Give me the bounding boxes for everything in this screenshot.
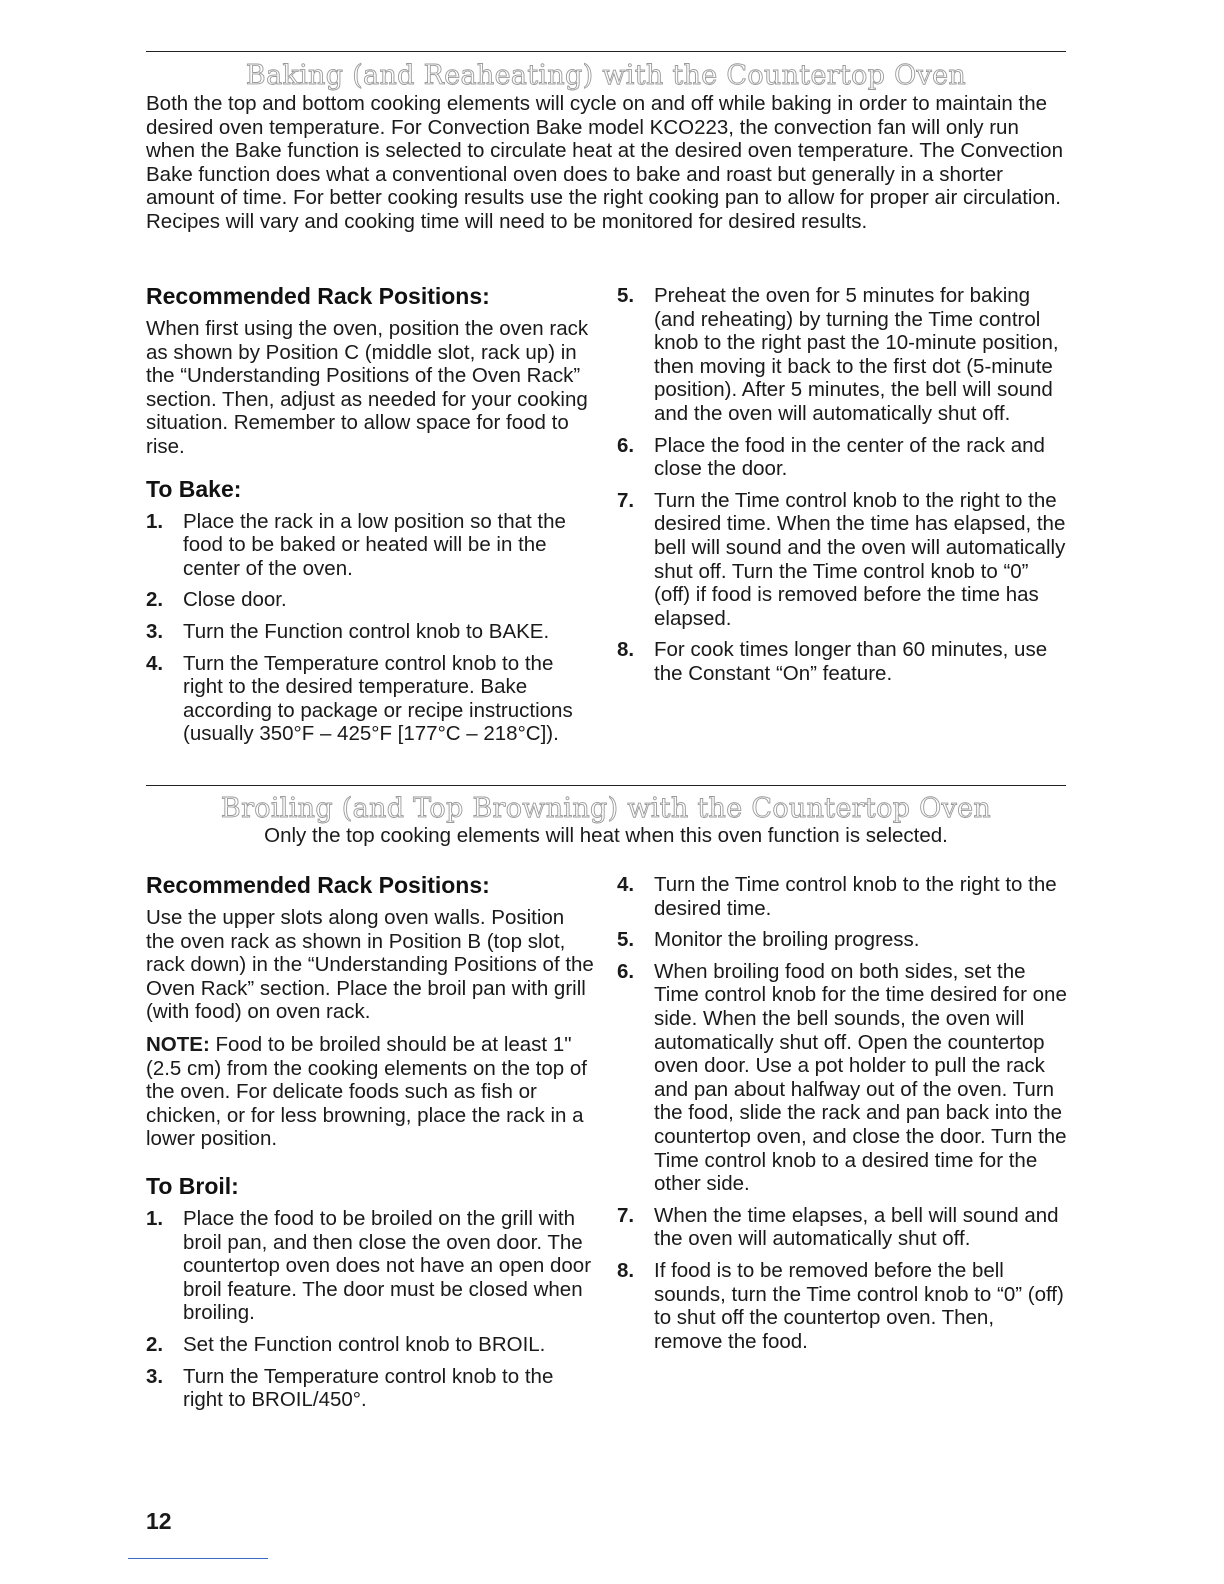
step-text: Turn the Temperature control knob to the right to the desired temperature. Bake according to package or recipe instructions (usually 350°F – 425°F [177°C – 218°C]). bbox=[183, 651, 573, 746]
footer-rule bbox=[128, 1558, 268, 1559]
list-item bbox=[617, 873, 1067, 920]
step-text: Place the rack in a low position so that the food to be baked or heated will be in the center of the oven. bbox=[183, 509, 566, 580]
step-text: Preheat the oven for 5 minutes for baking (and reheating) by turning the Time control knob to the right past the 10-minute position, then moving it back to the first dot (5-minute position). After 5 minutes, the bell will sound and the oven will automatically shut off. bbox=[654, 284, 1059, 425]
step-number: 8. bbox=[617, 638, 635, 662]
step-text: When broiling food on both sides, set the Time control knob for the time desired for one side. When the bell sounds, the oven will automatically shut off. Open the countertop oven door. Use a pot holder to pull the rack and pan about halfway out of the oven. Turn the food, slide the rack and pan back into the countertop oven, and close the door. Turn the Time control knob to a desired time for the other side. bbox=[654, 959, 1067, 1196]
step-number: 5. bbox=[617, 928, 635, 952]
step-number: 3. bbox=[146, 1364, 164, 1388]
list-item bbox=[617, 1259, 1067, 1353]
step-number: 2. bbox=[146, 1332, 164, 1356]
middle-divider bbox=[146, 785, 1066, 786]
list-item bbox=[617, 638, 1067, 685]
list-item bbox=[617, 284, 1067, 426]
step-text: Close door. bbox=[183, 588, 287, 612]
bake-intro-paragraph: Both the top and bottom cooking elements will cycle on and off while baking in order to maintain the desired oven temperature. For Convection Bake model KCO223, the convection fan will only run when the Bake function is selected to circulate heat at the desired oven temperature. The Convection Bake function does what a conventional oven does to bake and roast but generally in a shorter amount of time. For better cooking results use the right cooking pan to allow for proper air circulation. Recipes will vary and cooking time will need to be monitored for desired results. bbox=[146, 92, 1063, 233]
bake-rack-text: When first using the oven, position the oven rack as shown by Position C (middle slot, rack up) in the “Understanding Positions of the Oven Rack” section. Then, adjust as needed for your cooking situation. Remember to allow space for food to rise. bbox=[146, 317, 589, 458]
step-number: 3. bbox=[146, 619, 164, 643]
bake-rack-heading: Recommended Rack Positions: bbox=[146, 283, 490, 309]
bake-steps-heading: To Bake: bbox=[146, 475, 242, 502]
step-number: 1. bbox=[146, 1206, 164, 1230]
note-text: Food to be broiled should be at least 1" (2.5 cm) from the cooking elements on the top of the oven. For delicate foods such as fish or chicken, or for less browning, place the rack in a lower position. bbox=[146, 1032, 587, 1151]
step-text: Place the food in the center of the rack and close the door. bbox=[654, 433, 1045, 481]
list-item bbox=[617, 489, 1067, 631]
page-number: 12 bbox=[146, 1508, 172, 1534]
broil-steps-list-right bbox=[617, 873, 1067, 1353]
list-item bbox=[146, 620, 596, 644]
step-number: 7. bbox=[617, 488, 635, 512]
broil-steps-list-left bbox=[146, 1207, 596, 1412]
broil-right-column bbox=[617, 873, 1067, 1362]
list-item bbox=[617, 1204, 1067, 1251]
bake-right-column bbox=[617, 284, 1067, 695]
list-item bbox=[146, 652, 596, 746]
step-number: 4. bbox=[146, 651, 164, 675]
bake-steps-list-right bbox=[617, 284, 1067, 686]
step-number: 2. bbox=[146, 588, 164, 612]
step-number: 8. bbox=[617, 1258, 635, 1282]
step-text: If food is to be removed before the bell sounds, turn the Time control knob to “0” (off) to shut off the countertop oven. Then, remove the food. bbox=[654, 1258, 1064, 1353]
step-text: Turn the Time control knob to the right to the desired time. When the time has elapsed, the bell will sound and the oven will automatically shut off. Turn the Time control knob to “0” (off) if food is removed before the time has elapsed. bbox=[654, 488, 1066, 630]
step-number: 4. bbox=[617, 873, 635, 896]
step-number: 6. bbox=[617, 959, 635, 983]
step-number: 6. bbox=[617, 433, 635, 457]
broil-left-column bbox=[146, 872, 596, 1421]
list-item bbox=[146, 510, 596, 581]
bake-section-title: Baking (and Reaheating) with the Countertop Oven bbox=[245, 60, 967, 91]
broil-steps-heading: To Broil: bbox=[146, 1172, 239, 1199]
broil-rack-text: Use the upper slots along oven walls. Position the oven rack as shown in Position B (top slot, rack down) in the “Understanding Positions of the Oven Rack” section. Place the broil pan with grill (with food) on oven rack. bbox=[146, 906, 594, 1024]
list-item bbox=[146, 1365, 596, 1412]
step-text: Turn the Temperature control knob to the right to BROIL/450°. bbox=[183, 1364, 554, 1412]
broil-rack-heading: Recommended Rack Positions: bbox=[146, 872, 490, 898]
list-item bbox=[617, 928, 1067, 952]
step-text: For cook times longer than 60 minutes, use the Constant “On” feature. bbox=[654, 638, 1048, 685]
list-item bbox=[617, 960, 1067, 1196]
list-item bbox=[617, 434, 1067, 481]
step-text: Turn the Time control knob to the right to the desired time. bbox=[654, 873, 1057, 920]
step-text: Set the Function control knob to BROIL. bbox=[183, 1332, 546, 1356]
list-item bbox=[146, 588, 596, 612]
broil-note bbox=[146, 1033, 596, 1151]
step-number: 5. bbox=[617, 284, 635, 307]
list-item bbox=[146, 1207, 596, 1325]
bake-steps-list-left bbox=[146, 510, 596, 746]
bake-left-column bbox=[146, 283, 596, 755]
top-divider bbox=[146, 51, 1066, 52]
step-text: When the time elapses, a bell will sound and the oven will automatically shut off. bbox=[654, 1203, 1059, 1251]
step-number: 7. bbox=[617, 1203, 635, 1227]
step-text: Monitor the broiling progress. bbox=[654, 928, 920, 952]
broil-intro-paragraph: Only the top cooking elements will heat when this oven function is selected. bbox=[264, 824, 948, 847]
note-label: NOTE: bbox=[146, 1032, 210, 1056]
broil-section-title: Broiling (and Top Browning) with the Countertop Oven bbox=[220, 793, 992, 824]
step-text: Turn the Function control knob to BAKE. bbox=[183, 619, 550, 643]
step-text: Place the food to be broiled on the grill with broil pan, and then close the oven door. The countertop oven does not have an open door broil feature. The door must be closed when broiling. bbox=[183, 1206, 592, 1325]
step-number: 1. bbox=[146, 509, 164, 533]
list-item bbox=[146, 1333, 596, 1357]
